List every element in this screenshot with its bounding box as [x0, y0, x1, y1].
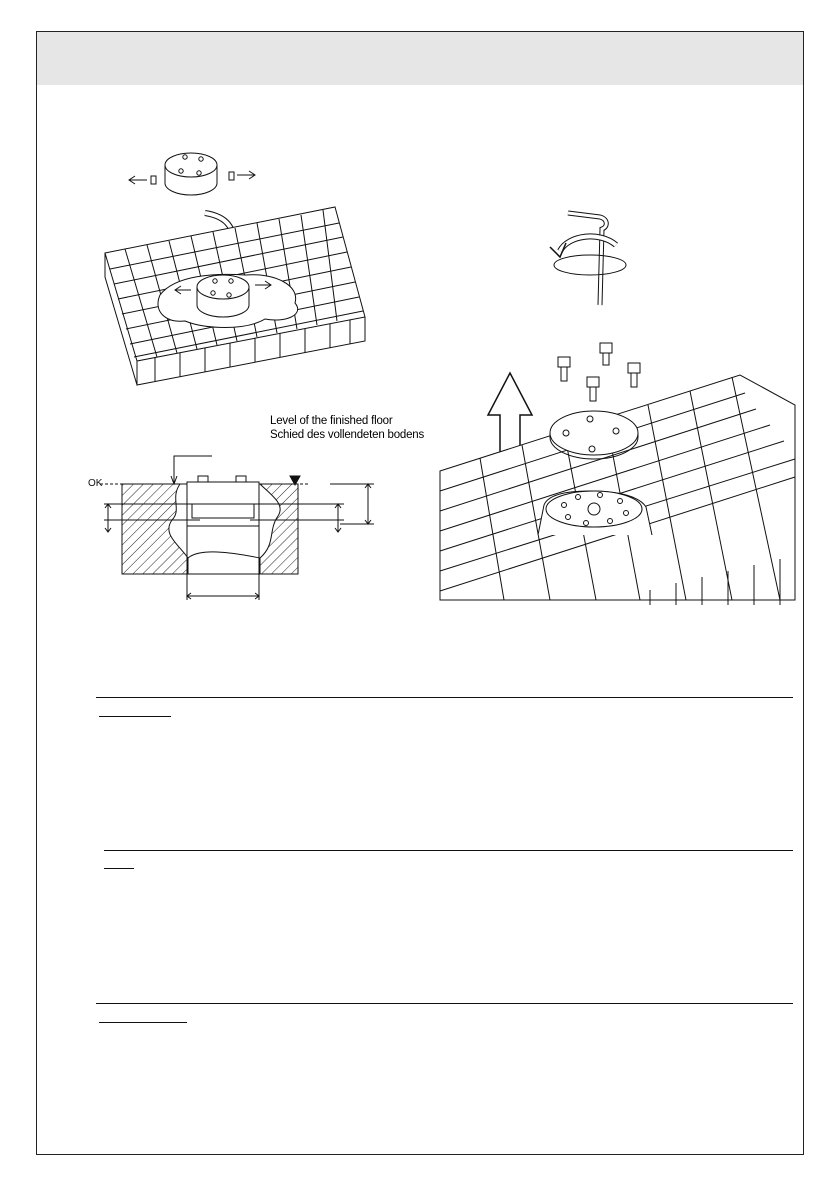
cross-section-diagram	[100, 448, 390, 608]
section-heading-tab-3	[99, 1022, 187, 1023]
section-heading-tab-1	[99, 716, 171, 717]
section-heading-tab-2	[104, 868, 134, 869]
section-rule-2	[104, 850, 793, 851]
floor-drain-isometric-illustration	[95, 135, 385, 395]
header-band	[37, 32, 803, 85]
caption-line-english: Level of the finished floor	[270, 415, 393, 427]
caption-line-german: Schied des vollendeten bodens	[270, 429, 425, 441]
screws	[558, 343, 640, 401]
floor-level-marker-label: OK	[88, 478, 103, 489]
section-rule-1	[96, 697, 793, 698]
finished-floor-caption	[270, 414, 424, 442]
section-rule-3	[96, 1003, 793, 1004]
cover-removal-illustration	[440, 205, 795, 605]
